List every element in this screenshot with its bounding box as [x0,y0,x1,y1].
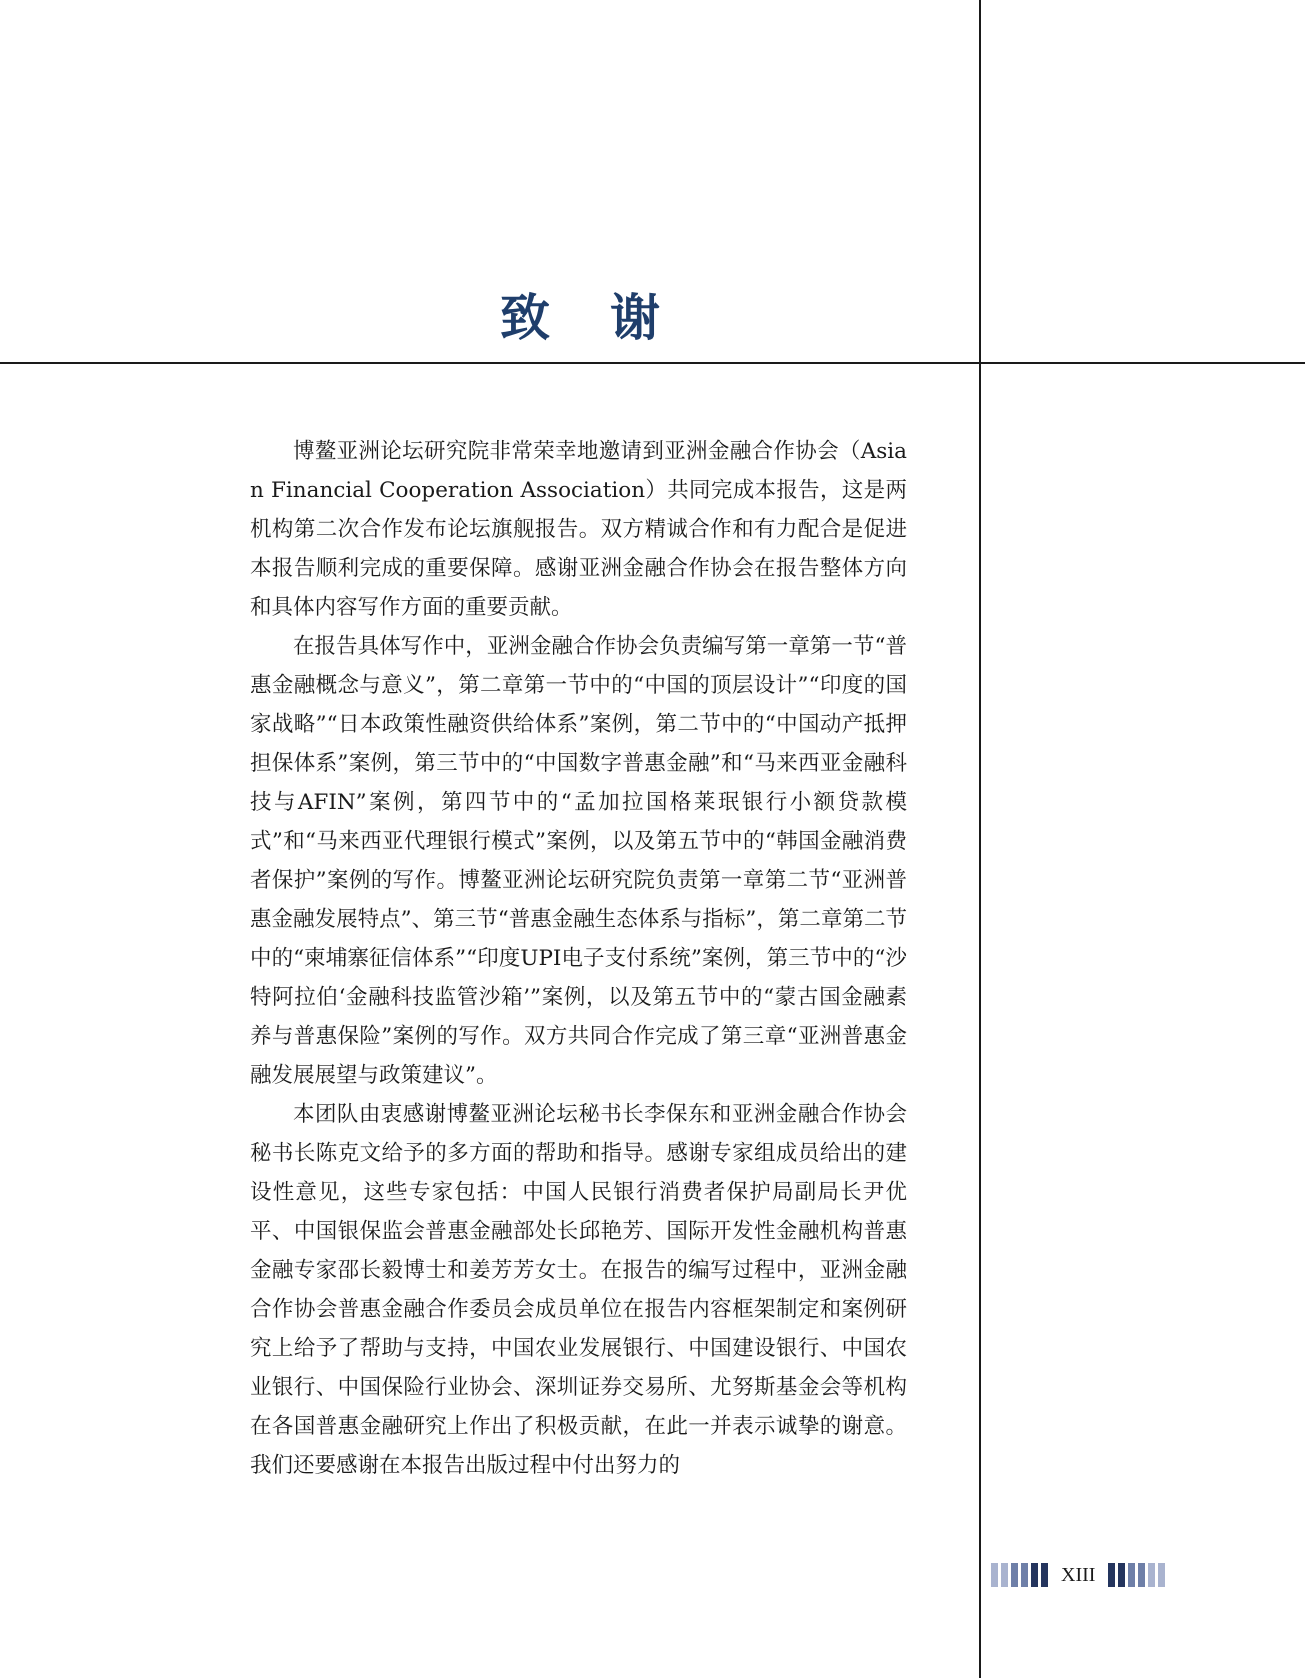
decor-bar [1118,1563,1125,1587]
paragraph-3: 本团队由衷感谢博鳌亚洲论坛秘书长李保东和亚洲金融合作协会秘书长陈克文给予的多方面的帮助和指导。感谢专家组成员给出的建设性意见，这些专家包括：中国人民银行消费者保护局副局长尹优平、中国银保监会普惠金融部处长邱艳芳、国际开发性金融机构普惠金融专家邵长毅博士和姜芳芳女士。在报告的编写过程中，亚洲金融合作协会普惠金融合作委员会成员单位在报告内容框架制定和案例研究上给予了帮助与支持，中国农业发展银行、中国建设银行、中国农业银行、中国保险行业协会、深圳证券交易所、尤努斯基金会等机构在各国普惠金融研究上作出了积极贡献，在此一并表示诚挚的谢意。我们还要感谢在本报告出版过程中付出努力的 [250,1102,907,1478]
decor-bar [1138,1563,1145,1587]
decor-bar [1001,1563,1008,1587]
decor-bar [1011,1563,1018,1587]
paragraph-2: 在报告具体写作中，亚洲金融合作协会负责编写第一章第一节“普惠金融概念与意义”，第二章第一节中的“中国的顶层设计”“印度的国家战略”“日本政策性融资供给体系”案例，第二节中的“中国动产抵押担保体系”案例，第三节中的“中国数字普惠金融”和“马来西亚金融科技与AFIN”案例，第四节中的“孟加拉国格莱珉银行小额贷款模式”和“马来西亚代理银行模式”案例，以及第五节中的“韩国金融消费者保护”案例的写作。博鳌亚洲论坛研究院负责第一章第二节“亚洲普惠金融发展特点”、第三节“普惠金融生态体系与指标”，第二章第二节中的“柬埔寨征信体系”“印度UPI电子支付系统”案例，第三节中的“沙特阿拉伯‘金融科技监管沙箱’”案例，以及第五节中的“蒙古国金融素养与普惠保险”案例的写作。双方共同合作完成了第三章“亚洲普惠金融发展展望与政策建议”。 [250,634,907,1088]
paragraph-1: 博鳌亚洲论坛研究院非常荣幸地邀请到亚洲金融合作协会（Asian Financial Cooperation Association）共同完成本报告，这是两机构第二次合作发布论坛旗舰报告。双方精诚合作和有力配合是促进本报告顺利完成的重要保障。感谢亚洲金融合作协会在报告整体方向和具体内容写作方面的重要贡献。 [250,439,907,620]
decor-bar [1158,1563,1165,1587]
left-decorative-bars [991,1563,1048,1587]
page-footer [991,1562,1165,1588]
decor-bar [1021,1563,1028,1587]
decor-bar [1041,1563,1048,1587]
page-title-part2: 谢 [610,288,660,347]
page-title-part1: 致 [500,288,550,347]
decor-bar [1128,1563,1135,1587]
right-decorative-bars [1108,1563,1165,1587]
decor-bar [991,1563,998,1587]
horizontal-title-rule [0,362,1305,364]
vertical-margin-rule [979,0,981,1678]
acknowledgements-body [250,432,907,1485]
page-number: XIII [1061,1563,1096,1586]
page-title [0,278,1160,350]
decor-bar [1108,1563,1115,1587]
decor-bar [1148,1563,1155,1587]
decor-bar [1031,1563,1038,1587]
